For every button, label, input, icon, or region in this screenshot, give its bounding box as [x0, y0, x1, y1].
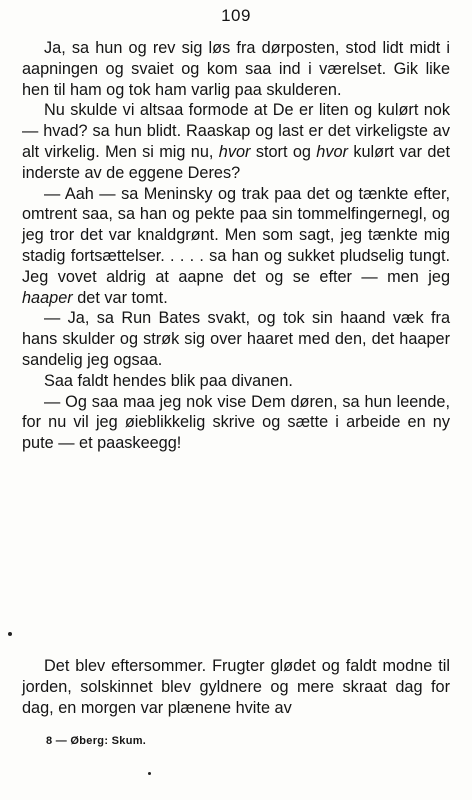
paragraph-2-emphasis-2: hvor — [316, 142, 348, 161]
paragraph-3-emphasis: haaper — [22, 288, 73, 307]
paragraph-2-start: Nu skulde vi altsaa formode at De er liten og kulørt nok — hvad? sa hun blidt. Raaskap og last er det virkeligste av alt virkelig. Men si mig nu, — [22, 101, 450, 161]
paragraph-3 — [22, 184, 450, 309]
paragraph-2-middle: stort og — [255, 142, 311, 161]
paragraph-1: Ja, sa hun og rev sig løs fra dørposten, stod lidt midt i aapningen og svaiet og kom saa ind i værelset. Gik like hen til ham og tok ham varlig paa skulderen. — [22, 39, 450, 99]
print-speck — [8, 632, 12, 636]
paragraph-5: Saa faldt hendes blik paa divanen. — [44, 371, 293, 390]
paragraph-2-emphasis-1: hvor — [218, 142, 251, 161]
paragraph-3-end: det var tomt. — [77, 288, 168, 307]
section-text-block — [22, 656, 450, 718]
paragraph-2 — [22, 100, 450, 183]
printer-signature: 8 — Øberg: Skum. — [46, 735, 147, 747]
page-number: 109 — [221, 6, 251, 25]
main-text-block — [22, 38, 450, 454]
paragraph-4: — Ja, sa Run Bates svakt, og tok sin haand væk fra hans skulder og strøk sig over haaret med den, det haaper sandelig jeg ogsaa. — [22, 309, 450, 369]
print-speck-bottom — [148, 772, 151, 775]
paragraph-3-start: — Aah — sa Meninsky og trak paa det og tænkte efter, omtrent saa, sa han og pekte paa sin tommelfingernegl, og jeg tror det var knaldgrønt. Men som sagt, jeg tænkte mig stadig fortsættelser. . . . . sa han og sukket pludselig tungt. Jeg vovet aldrig at aapne det og se efter — men jeg — [22, 184, 450, 286]
paragraph-6: — Og saa maa jeg nok vise Dem døren, sa hun leende, for nu vil jeg øieblikkelig skrive og sætte i arbeide en ny pute — et paaskeegg! — [22, 392, 450, 453]
paragraph-2-end: kulørt var det inderste av de eggene Deres? — [22, 142, 450, 182]
section-paragraph-1: Det blev eftersommer. Frugter glødet og faldt modne til jorden, solskinnet blev gyldnere og mere skraat dag for dag, en morgen var plænene hvite av — [22, 657, 450, 717]
